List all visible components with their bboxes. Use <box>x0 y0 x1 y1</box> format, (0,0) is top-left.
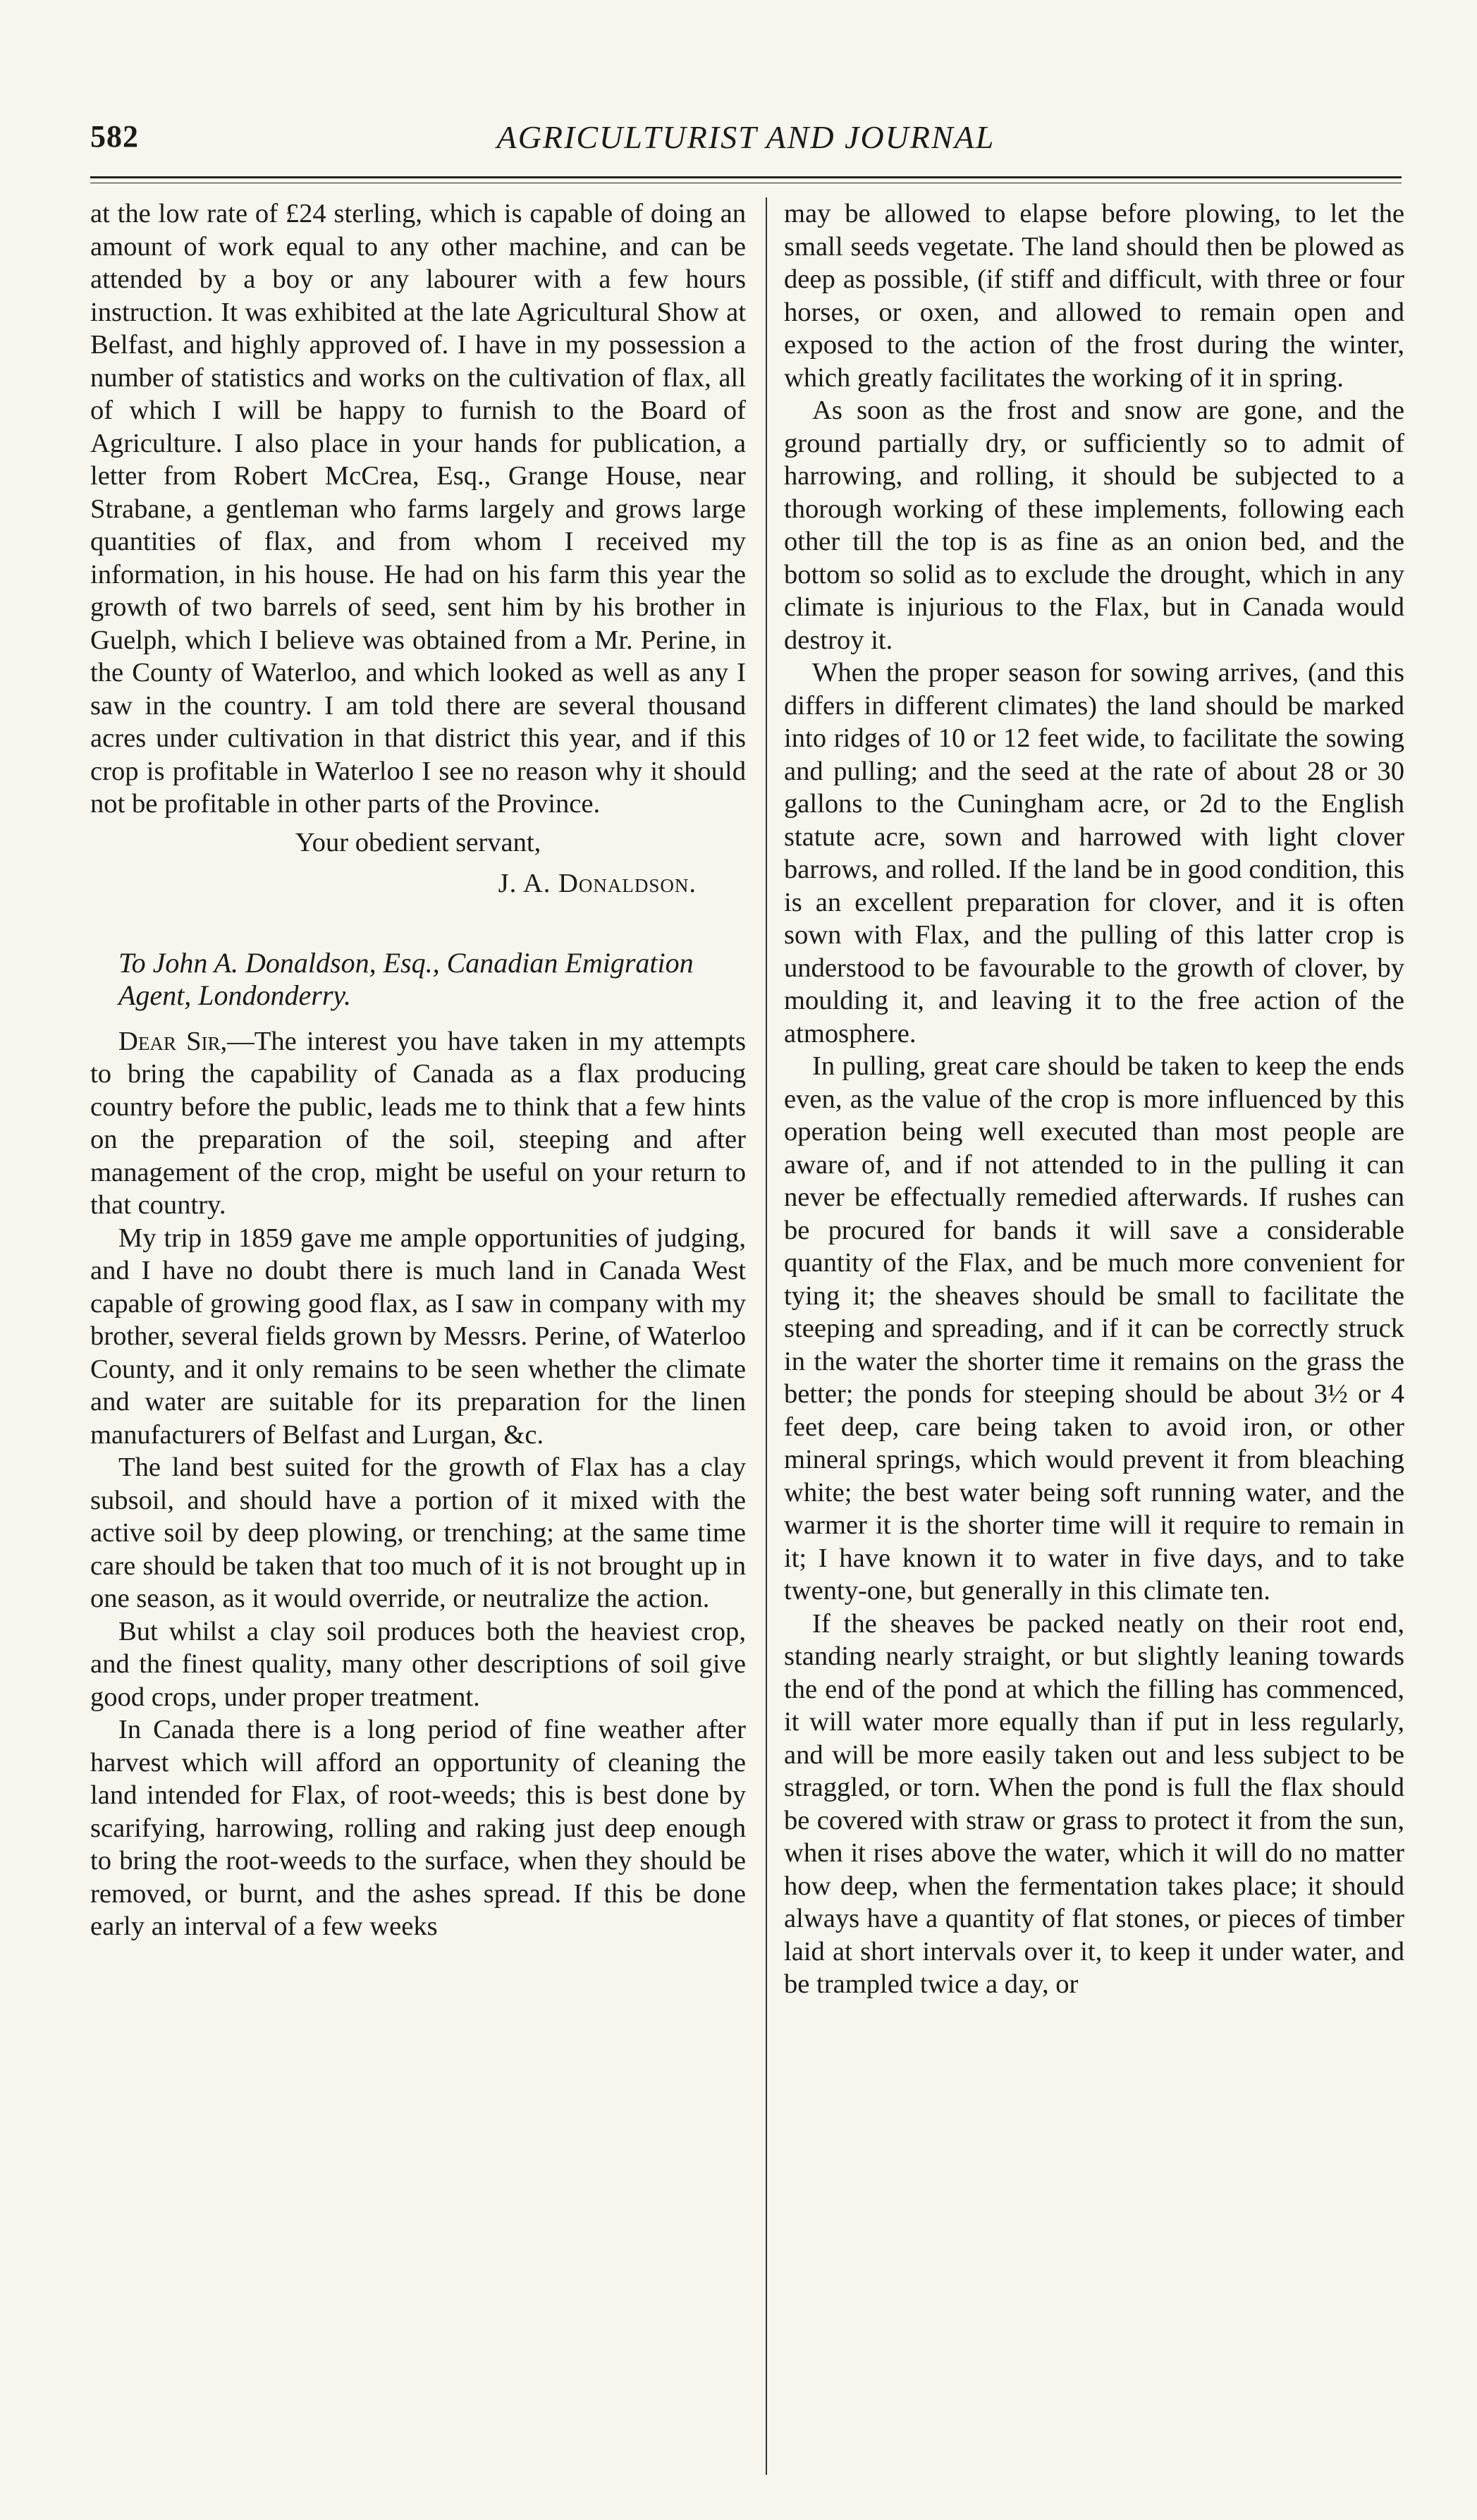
paragraph: If the sheaves be packed neatly on their root end, standing nearly straight, or but slightly leaning towards the end of the pond at which the filling has commenced, it will water more equally than if put in less regularly, and will be more easily taken out and less subject to be straggled, or torn. When the pond is full the flax should be covered with straw or grass to protect it from the sun, when it rises above the water, which it will do no matter how deep, when the fermentation takes place; it should always have a quantity of flat stones, or pieces of timber laid at short intervals over it, to keep it under water, and be trampled twice a day, or <box>784 1608 1404 1999</box>
left-column <box>90 197 746 2482</box>
letter-address: To John A. Donaldson, Esq., Canadian Emigration Agent, Londonderry. <box>118 946 694 1011</box>
paragraph <box>90 1025 746 1222</box>
paragraph-text: —The interest you have taken in my attempts to bring the capability of Canada as a flax producing country before the public, leads me to think that a few hints on the preparation of the soil, steeping and after management of the crop, might be useful on your return to that country. <box>90 1026 746 1220</box>
right-column <box>784 197 1404 2482</box>
paragraph: In Canada there is a long period of fine weather after harvest which will afford an opportunity of cleaning the land intended for Flax, of root-weeds; this is best done by scarifying, harrowing, rolling and raking just deep enough to bring the root-weeds to the surface, when they should be removed, or burnt, and the ashes spread. If this be done early an interval of a few weeks <box>90 1715 746 1941</box>
paragraph: at the low rate of £24 sterling, which is capable of doing an amount of work equal to any other machine, and can be attended by a boy or any labourer with a few hours instruction. It was exhibited at the late Agricultural Show at Belfast, and highly approved of. I have in my possession a number of statistics and works on the cultivation of flax, all of which I will be happy to furnish to the Board of Agriculture. I also place in your hands for publication, a letter from Robert McCrea, Esq., Grange House, near Strabane, a gentleman who farms largely and grows large quantities of flax, and from whom I received my information, in his house. He had on his farm this year the growth of two barrels of seed, sent him by his brother in Guelph, which I believe was obtained from a Mr. Perine, in the County of Waterloo, and which looked as well as any I saw in the country. I am told there are several thousand acres under cultivation in that district this year, and if this crop is profitable in Waterloo I see no reason why it should not be profitable in other parts of the Province. <box>90 199 746 819</box>
paragraph: In pulling, great care should be taken to keep the ends even, as the value of the crop is more influenced by this operation being well executed than most people are aware of, and if not attended to in the pulling it can never be effectually remedied afterwards. If rushes can be procured for bands it will save a considerable quantity of the Flax, and be much more convenient for tying it; the sheaves should be small to facilitate the steeping and spreading, and if it can be correctly struck in the water the shorter time it remains on the grass the better; the ponds for steeping should be about 3½ or 4 feet deep, care being taken to avoid iron, or other mineral springs, which would prevent it from bleaching white; the best water being soft running water, and the warmer it is the shorter time will it require to remain in it; I have known it to water in five days, and to take twenty-one, but generally in this climate ten. <box>784 1051 1404 1605</box>
letter-salutation: Dear Sir, <box>118 1026 228 1056</box>
paragraph: When the proper season for sowing arrives, (and this differs in different climates) the land should be marked into ridges of 10 or 12 feet wide, to facilitate the sowing and pulling; and the seed at the rate of about 28 or 30 gallons to the Cuningham acre, or 2d to the English statute acre, sown and harrowed with light clover barrows, and rolled. If the land be in good condition, this is an excellent preparation for clover, and it is often sown with Flax, and the pulling of this latter crop is understood to be favourable to the growth of clover, by moulding it, and leaving it to the free action of the atmosphere. <box>784 658 1404 1048</box>
paragraph: My trip in 1859 gave me ample opportunities of judging, and I have no doubt there is much land in Canada West capable of growing good flax, as I saw in company with my brother, several fields grown by Messrs. Perine, of Waterloo County, and it only remains to be seen whether the climate and water are suitable for its preparation for the linen manufacturers of Belfast and Lurgan, &c. <box>90 1223 746 1450</box>
letter-closing: Your obedient servant, <box>295 827 541 857</box>
letter-signature: J. A. Donaldson. <box>498 869 697 898</box>
column-divider <box>766 197 767 2475</box>
paragraph: But whilst a clay soil produces both the heaviest crop, and the finest quality, many other descriptions of soil give good crops, under proper treatment. <box>90 1616 746 1712</box>
paragraph: The land best suited for the growth of Flax has a clay subsoil, and should have a portion of it mixed with the active soil by deep plowing, or trenching; at the same time care should be taken that too much of it is not brought up in one season, as it would override, or neutralize the action. <box>90 1452 746 1613</box>
page-header <box>90 118 1402 168</box>
running-title: AGRICULTURIST AND JOURNAL <box>496 119 995 155</box>
page-number: 582 <box>90 119 139 154</box>
paragraph: may be allowed to elapse before plowing, to let the small seeds vegetate. The land should then be plowed as deep as possible, (if stiff and difficult, with three or four horses, or oxen, and allowed to remain open and exposed to the action of the frost during the winter, which greatly facilitates the working of it in spring. <box>784 199 1404 393</box>
header-rule <box>90 176 1402 183</box>
paragraph: As soon as the frost and snow are gone, and the ground partially dry, or sufficiently so to admit of harrowing, and rolling, it should be subjected to a thorough working of these implements, following each other till the top is as fine as an onion bed, and the bottom so solid as to exclude the drought, which in any climate is injurious to the Flax, but in Canada would destroy it. <box>784 396 1404 655</box>
